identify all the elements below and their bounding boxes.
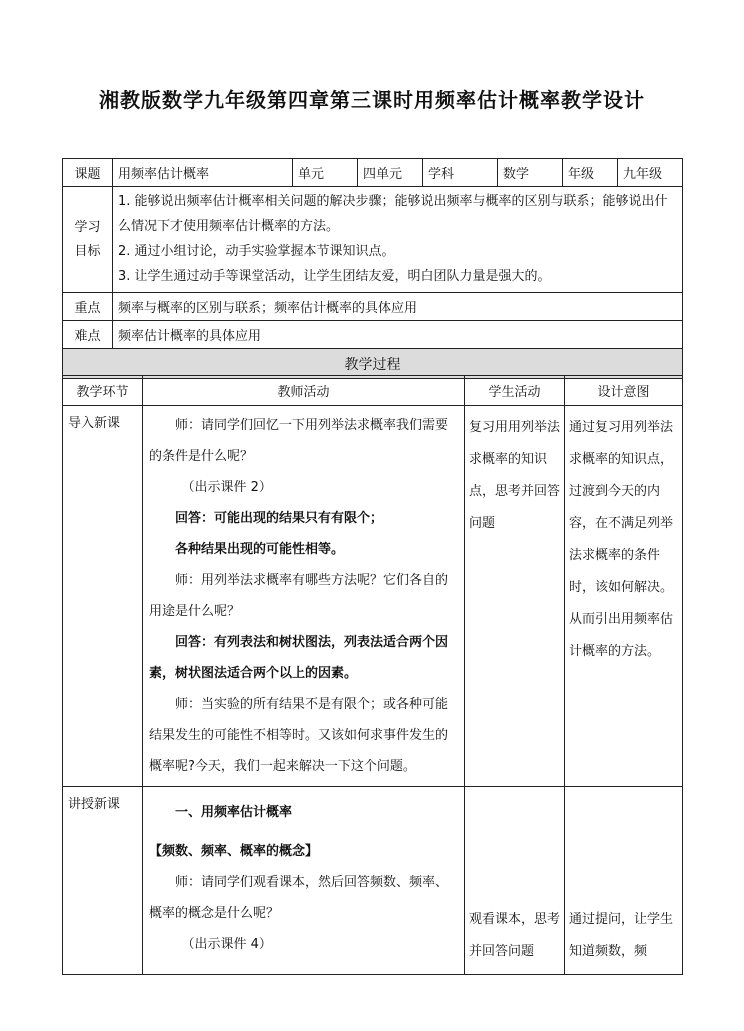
teacher-paragraph: 各种结果出现的可能性相等。 [175,542,345,557]
subject-value: 数学 [498,159,563,187]
grade-value: 九年级 [618,159,683,187]
goal-item: 3. 让学生通过动手等课堂活动，让学生团结友爱，明白团队力量是强大的。 [118,269,551,284]
difficulty-value: 频率估计概率的具体应用 [113,321,683,349]
design-intent-cell: 通过提问，让学生知道频数，频 [565,787,683,975]
teacher-paragraph: 回答：有列表法和树状图法，列表法适合两个因素，树状图法适合两个以上的因素。 [149,635,449,681]
teacher-paragraph: （出示课件 2） [181,480,272,495]
course-info-table [62,158,683,379]
goal-item: 1. 能够说出频率估计概率相关问题的解决步骤；能够说出频率与概率的区别与联系；能够说出什么情况下才使用频率估计概率的方法。 [118,194,668,234]
teaching-process-table [62,375,683,975]
teacher-paragraph: 师：请同学们回忆一下用列举法求概率我们需要的条件是什么呢？ [149,418,449,464]
grade-label: 年级 [563,159,618,187]
stage-cell: 导入新课 [63,406,143,787]
teacher-paragraph: 【频数、频率、概率的概念】 [149,844,319,859]
student-activity-cell: 观看课本，思考并回答问题 [465,787,565,975]
teacher-activity-cell [143,406,465,787]
table-row [63,787,683,975]
table-row [63,406,683,787]
process-section-header: 教学过程 [63,349,683,379]
topic-label: 课题 [63,159,113,187]
teacher-activity-cell [143,787,465,975]
student-activity-cell: 复习用用列举法求概率的知识点，思考并回答问题 [465,406,565,787]
unit-value: 四单元 [358,159,423,187]
teacher-paragraph: 一、用频率估计概率 [175,805,293,820]
column-header-teacher: 教师活动 [143,376,465,406]
column-header-stage: 教学环节 [63,376,143,406]
teacher-paragraph: 回答：可能出现的结果只有有限个； [175,511,384,526]
teacher-paragraph: （出示课件 4） [181,937,272,952]
stage-cell: 讲授新课 [63,787,143,975]
goal-item: 2. 通过小组讨论，动手实验掌握本节课知识点。 [118,244,395,259]
difficulty-label: 难点 [63,321,113,349]
column-header-intent: 设计意图 [565,376,683,406]
column-header-student: 学生活动 [465,376,565,406]
goals-label-line-2: 目标 [74,243,101,259]
unit-label: 单元 [293,159,358,187]
teacher-paragraph: 师：当实验的所有结果不是有限个；或各种可能结果发生的可能性不相等时。又该如何求事件发生的概率呢?今天，我们一起来解决一下这个问题。 [149,697,449,774]
design-intent-cell: 通过复习用列举法求概率的知识点，过渡到今天的内容，在不满足列举法求概率的条件时，该如何解决。从而引出用频率估计概率的方法。 [565,406,683,787]
goals-cell [113,187,683,293]
teacher-paragraph: 师：请同学们观看课本，然后回答频数、频率、概率的概念是什么呢？ [149,875,449,921]
subject-label: 学科 [423,159,498,187]
key-points-label: 重点 [63,293,113,321]
goals-label-line-1: 学习 [74,219,101,235]
teacher-paragraph: 师：用列举法求概率有哪些方法呢？它们各自的用途是什么呢？ [149,573,449,619]
goals-label [63,187,113,293]
topic-value: 用频率估计概率 [113,159,293,187]
document-title: 湘教版数学九年级第四章第三课时用频率估计概率教学设计 [99,88,645,112]
key-points-value: 频率与概率的区别与联系；频率估计概率的具体应用 [113,293,683,321]
